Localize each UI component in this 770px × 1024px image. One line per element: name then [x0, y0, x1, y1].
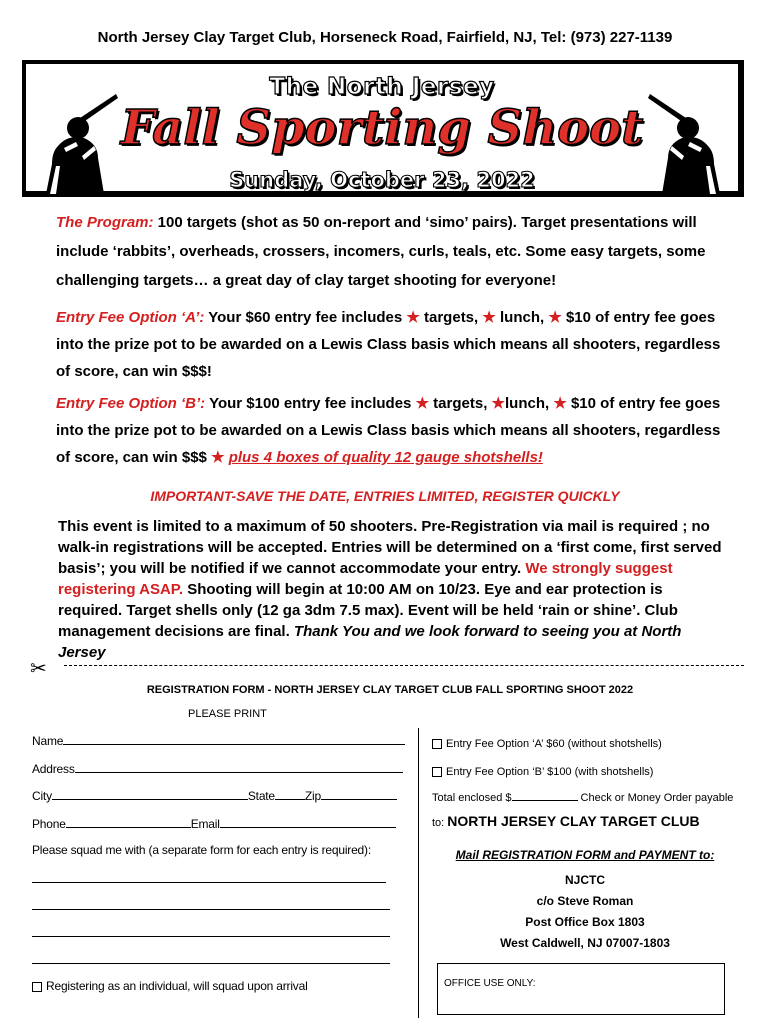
banner-date: Sunday, October 23, 2022 — [229, 168, 535, 192]
address-line-1: NJCTC — [564, 873, 605, 887]
banner-main-title: Fall Sporting Shoot — [120, 100, 644, 156]
event-text-4: Thank You and we look forward to seeing you at North Jersey — [58, 623, 682, 661]
star-icon: ★ — [211, 449, 225, 466]
total-suffix: Check or Money Order payable — [577, 792, 734, 804]
state-label: State — [247, 789, 275, 803]
star-icon: ★ — [415, 395, 430, 412]
email-label: Email — [190, 817, 220, 831]
phone-label: Phone — [32, 817, 66, 831]
event-details — [58, 516, 730, 663]
program-label: The Program: — [56, 214, 154, 231]
name-field[interactable] — [32, 734, 405, 748]
address-line-2: c/o Steve Roman — [536, 894, 634, 908]
city-state-zip-field[interactable] — [32, 789, 397, 803]
option-b-checkbox[interactable] — [432, 767, 442, 777]
payee-name: NORTH JERSEY CLAY TARGET CLUB — [447, 813, 700, 829]
address-line-4: West Caldwell, NJ 07007-1803 — [500, 936, 670, 950]
option-a-text-3: lunch, — [495, 309, 549, 326]
address-label: Address — [32, 762, 75, 776]
option-b-text-2: targets, — [429, 395, 492, 412]
option-b-bonus: plus 4 boxes of quality 12 gauge shotshells! — [228, 449, 543, 466]
option-b-text-1: Your $100 entry fee includes — [205, 395, 416, 412]
phone-email-field[interactable] — [32, 817, 396, 831]
star-icon: ★ — [482, 309, 496, 326]
name-label: Name — [32, 734, 64, 748]
address-field[interactable] — [32, 762, 403, 776]
individual-option[interactable] — [32, 979, 308, 993]
option-a-choice[interactable] — [432, 738, 662, 750]
option-a-label: Entry Fee Option ‘A’: — [56, 309, 205, 326]
to-label: to: — [432, 817, 445, 829]
star-icon: ★ — [491, 395, 505, 412]
address-line-3: Post Office Box 1803 — [525, 915, 645, 929]
option-b-text-4: $10 of entry fee goes into the prize pot to be awarded on a Lewis Class basis which means all shooters, regardless of score, can win $$$ — [56, 395, 721, 466]
option-b-label: Entry Fee Option ‘B’: — [56, 395, 206, 412]
total-label: Total enclosed $ — [432, 792, 512, 804]
form-divider — [418, 728, 419, 1018]
star-icon: ★ — [553, 395, 567, 412]
payee-line — [432, 813, 700, 829]
squad-label: Please squad me with (a separate form for each entry is required): — [32, 843, 371, 857]
cut-line — [64, 665, 744, 666]
important-notice: IMPORTANT-SAVE THE DATE, ENTRIES LIMITED, REGISTER QUICKLY — [150, 488, 620, 504]
option-b-choice-label: Entry Fee Option ‘B’ $100 (with shotshells) — [446, 766, 654, 778]
squad-line-4[interactable] — [32, 963, 390, 964]
option-a-text-1: Your $60 entry fee includes — [204, 309, 407, 326]
squad-line-3[interactable] — [32, 936, 390, 937]
program-text: 100 targets (shot as 50 on-report and ‘simo’ pairs). Target presentations will include ‘rabbits’, overheads, crossers, incomers, curls, teals, etc. Some easy targets, some challenging targets… a great day of clay target shooting for everyone! — [56, 214, 706, 289]
squad-line-2[interactable] — [32, 909, 390, 910]
event-banner — [22, 60, 744, 197]
squad-line-1[interactable] — [32, 882, 386, 883]
star-icon: ★ — [548, 309, 562, 326]
office-use-box: OFFICE USE ONLY: — [437, 963, 725, 1015]
zip-label: Zip — [304, 789, 321, 803]
individual-checkbox[interactable] — [32, 982, 42, 992]
event-text-3: Shooting will begin at 10:00 AM on 10/23. Eye and ear protection is required. Target shells only (12 ga 3dm 7.5 max). Event will be held ‘rain or shine’. Club management decisions are final. — [58, 581, 678, 640]
option-b-text-3: lunch, — [505, 395, 554, 412]
option-a-choice-label: Entry Fee Option ‘A’ $60 (without shotshells) — [446, 738, 662, 750]
mail-address — [430, 870, 740, 954]
club-header: North Jersey Clay Target Club, Horseneck Road, Fairfield, NJ, Tel: (973) 227-1139 — [97, 29, 673, 46]
event-text-2: We strongly suggest registering ASAP. — [58, 560, 673, 598]
option-a-text-4: $10 of entry fee goes into the prize pot to be awarded on a Lewis Class basis which means all shooters, regardless of score, can win $$$! — [56, 309, 721, 380]
option-b-choice[interactable] — [432, 766, 653, 778]
form-title: REGISTRATION FORM - NORTH JERSEY CLAY TARGET CLUB FALL SPORTING SHOOT 2022 — [146, 684, 634, 696]
option-a-checkbox[interactable] — [432, 739, 442, 749]
star-icon: ★ — [406, 309, 420, 326]
mail-to-label: Mail REGISTRATION FORM and PAYMENT to: — [455, 848, 715, 862]
option-b-paragraph — [56, 390, 722, 471]
individual-label: Registering as an individual, will squad upon arrival — [46, 979, 308, 993]
event-text-1: This event is limited to a maximum of 50 shooters. Pre-Registration via mail is required ; no walk-in registrations will be accepted. Entries will be determined on a ‘first come, first served basis’; you will be notified if we cannot accommodate your entry. — [58, 518, 722, 577]
please-print: PLEASE PRINT — [188, 708, 267, 720]
total-enclosed[interactable] — [432, 792, 733, 804]
scissors-icon: ✂ — [30, 658, 47, 680]
banner-top-text: The North Jersey — [269, 74, 495, 100]
program-paragraph — [56, 208, 722, 295]
option-a-paragraph — [56, 304, 722, 385]
option-a-text-2: targets, — [419, 309, 483, 326]
city-label: City — [32, 789, 52, 803]
